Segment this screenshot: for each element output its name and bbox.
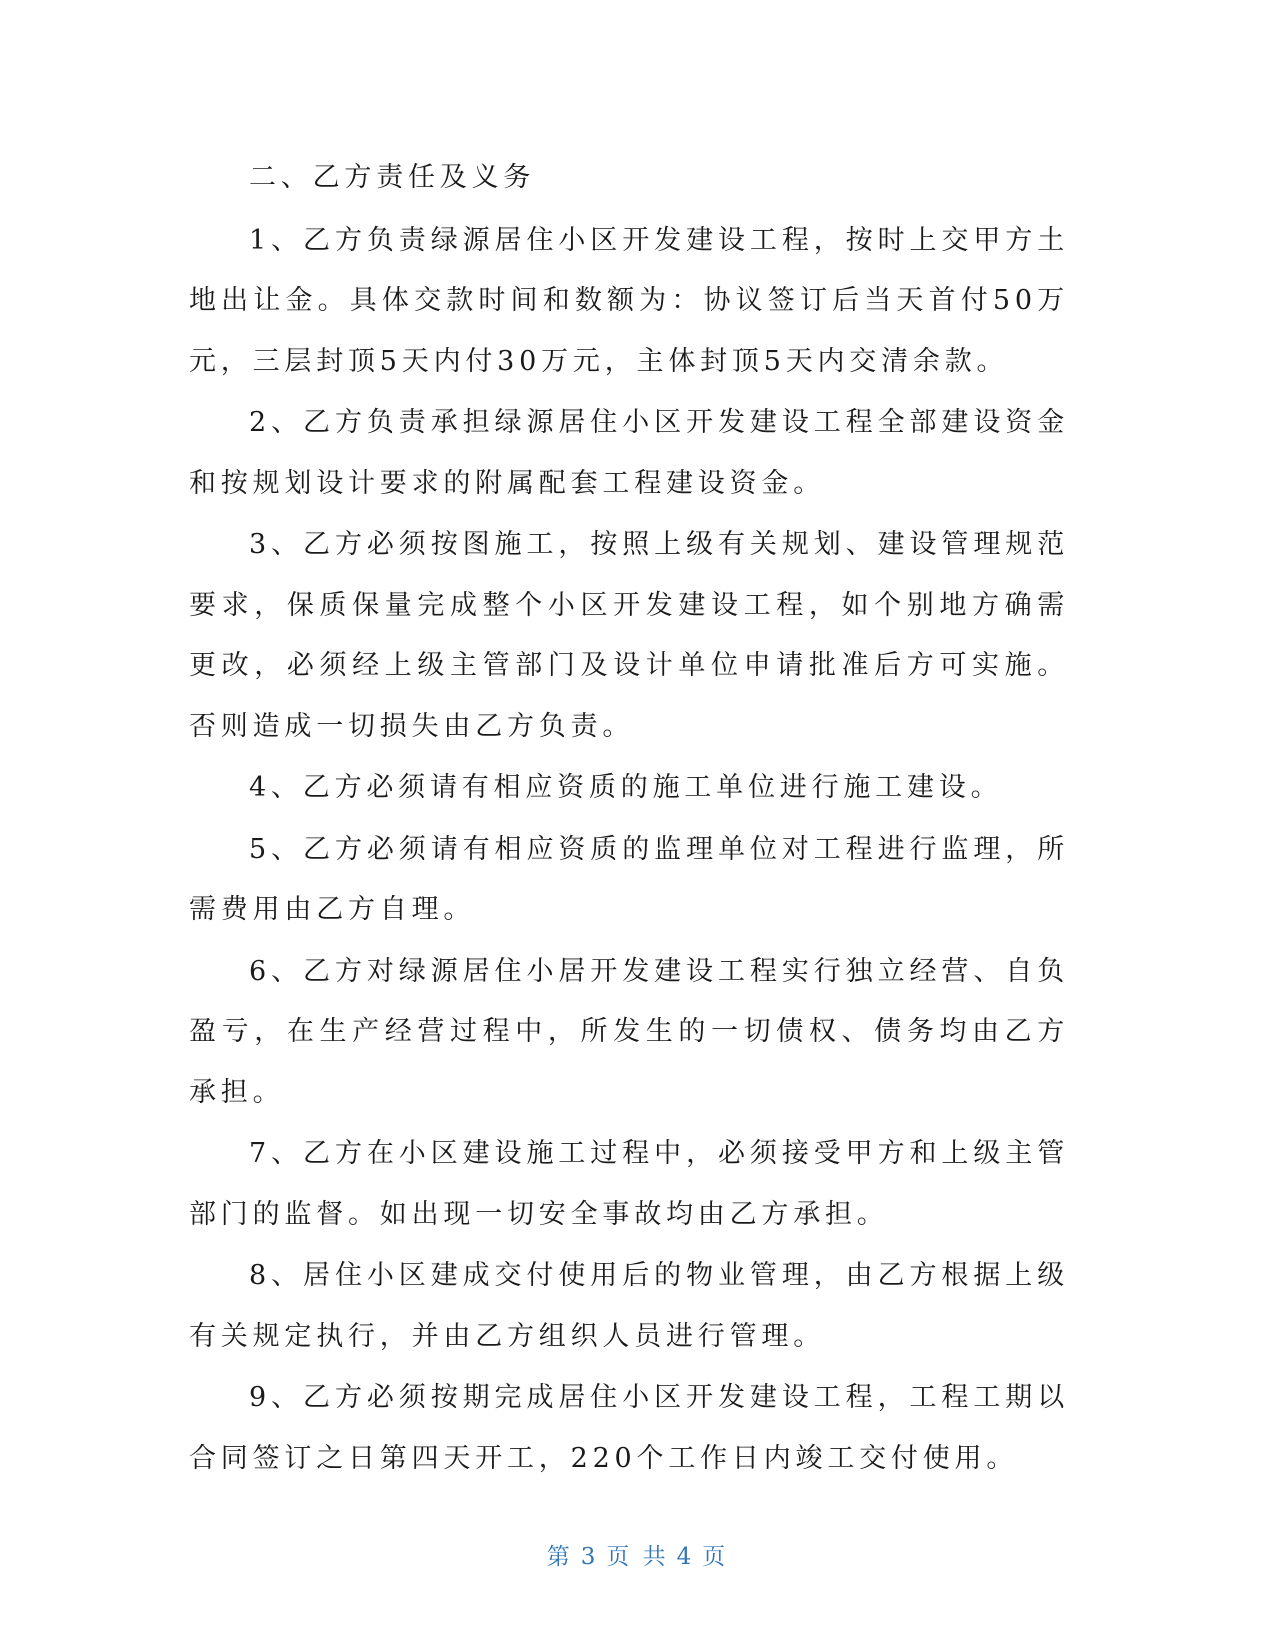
footer-suffix: 页 [702,1544,729,1570]
clause-8: 8、居住小区建成交付使用后的物业管理，由乙方根据上级有关规定执行，并由乙方组织人员进行管理。 [189,1260,1069,1352]
page-footer [0,1538,1275,1571]
footer-mid: 页 共 [606,1544,669,1570]
footer-prefix: 第 [546,1544,573,1570]
section-heading: 二、乙方责任及义务 [249,162,536,193]
total-pages-number: 4 [676,1544,695,1570]
document-body [189,148,1069,1490]
clause-3: 3、乙方必须按图施工，按照上级有关规划、建设管理规范要求，保质保量完成整个小区开发建设工程，如个别地方确需更改，必须经上级主管部门及设计单位申请批准后方可实施。否则造成一切损失由乙方负责。 [189,529,1069,742]
clause-7: 7、乙方在小区建设施工过程中，必须接受甲方和上级主管部门的监督。如出现一切安全事故均由乙方承担。 [189,1138,1069,1230]
clause-6: 6、乙方对绿源居住小居开发建设工程实行独立经营、自负盈亏，在生产经营过程中，所发生的一切债权、债务均由乙方承担。 [189,955,1069,1108]
clause-9: 9、乙方必须按期完成居住小区开发建设工程，工程工期以合同签订之日第四天开工，220个工作日内竣工交付使用。 [189,1382,1069,1474]
clause-1: 1、乙方负责绿源居住小区开发建设工程，按时上交甲方土地出让金。具体交款时间和数额为：协议签订后当天首付50万元，三层封顶5天内付30万元，主体封顶5天内交清余款。 [189,224,1069,377]
current-page-number: 3 [580,1544,599,1570]
clause-2: 2、乙方负责承担绿源居住小区开发建设工程全部建设资金和按规划设计要求的附属配套工程建设资金。 [189,407,1069,499]
clause-5: 5、乙方必须请有相应资质的监理单位对工程进行监理，所需费用由乙方自理。 [189,833,1069,925]
clause-4: 4、乙方必须请有相应资质的施工单位进行施工建设。 [249,772,1003,803]
